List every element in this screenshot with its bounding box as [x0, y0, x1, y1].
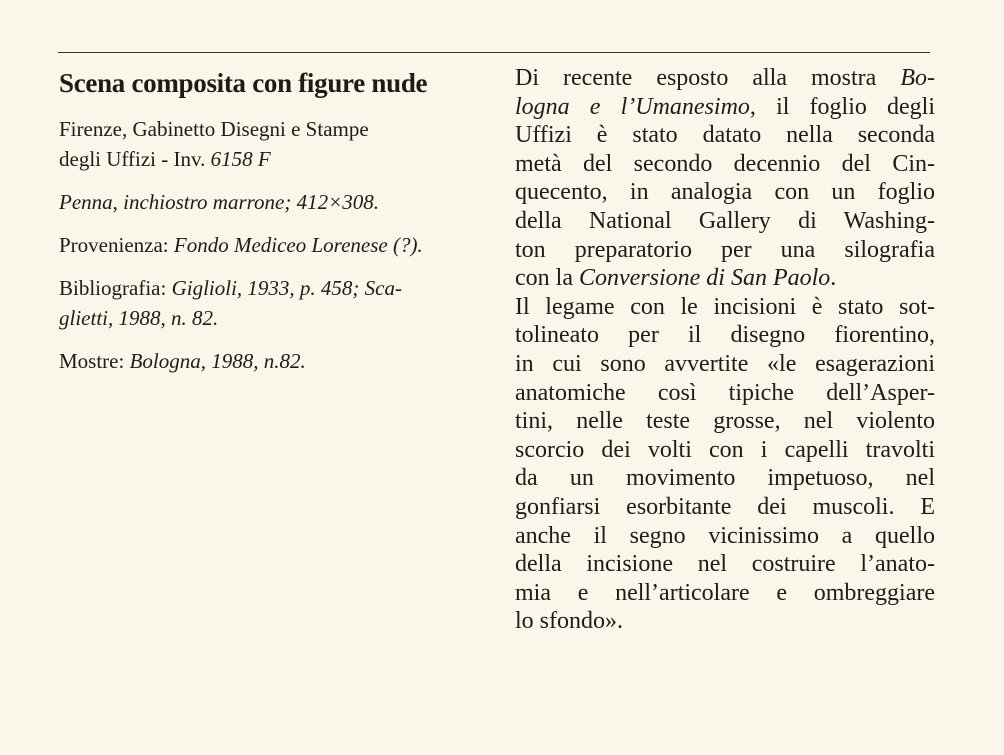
commentary [515, 64, 935, 636]
text-run: . [830, 265, 837, 292]
provenance [59, 230, 489, 260]
text-line: della incisione nel costruire l’anato- [515, 551, 935, 578]
bibliography-line-2: glietti, 1988, n. 82. [59, 306, 219, 330]
text-line: quecento, in analogia con un foglio [515, 179, 935, 206]
exhibitions [59, 346, 489, 376]
text-line: della National Gallery di Washing- [515, 207, 935, 234]
entry-title: Scena composita con figure nude [59, 68, 428, 98]
text-line: ton preparatorio per una silografia [515, 236, 935, 263]
text-line: in cui sono avvertite «le esagerazioni [515, 350, 935, 377]
bibliography-ref-1: Giglioli, 1933, p. 458; Sca- [171, 276, 402, 300]
text-run: con la [515, 265, 579, 292]
bibliography-line-1 [59, 273, 489, 303]
bibliography-label: Bibliografia: [59, 276, 172, 300]
text-run: , il foglio degli [749, 93, 935, 120]
text-run-italic: Conversione di San Paolo [578, 265, 831, 292]
top-rule [58, 52, 930, 53]
text-line: metà del secondo decennio del Cin- [515, 150, 935, 177]
text-run-italic: logna e l’Umanesimo [515, 93, 750, 120]
text-line [515, 93, 935, 122]
bibliography [59, 273, 489, 333]
text-line: Uffizi è stato datato nella seconda [515, 122, 935, 149]
collocation [59, 114, 489, 174]
text-run: Di recente esposto alla mostra [515, 65, 901, 91]
provenance-value: Fondo Mediceo Lorenese (?). [173, 233, 423, 257]
text-line: tolineato per il disegno fiorentino, [515, 322, 935, 349]
collocation-line-1: Firenze, Gabinetto Disegni e Stampe [59, 117, 369, 141]
text-line: lo sfondo». [515, 608, 623, 635]
text-line: da un movimento impetuoso, nel [515, 465, 935, 492]
catalogue-entry [59, 66, 489, 376]
text-line: mia e nell’articolare e ombreggiare [515, 579, 935, 606]
exhibitions-label: Mostre: [59, 349, 130, 373]
text-line: tini, nelle teste grosse, nel violento [515, 408, 935, 435]
text-line: anatomiche così tipiche dell’Asper- [515, 379, 935, 406]
collocation-prefix: degli Uffizi - Inv. [59, 147, 211, 171]
inventory-number: 6158 F [210, 147, 271, 171]
provenance-label: Provenienza: [59, 233, 174, 257]
text-line: Il legame con le incisioni è stato sot- [515, 293, 935, 320]
collocation-line-2 [59, 144, 489, 174]
text-line [515, 64, 935, 93]
text-line: scorcio dei volti con i capelli travolti [515, 436, 935, 463]
text-run-italic: Bo- [900, 65, 935, 91]
text-line: gonfiarsi esorbitante dei muscoli. E [515, 493, 935, 520]
exhibitions-value: Bologna, 1988, n.82. [129, 349, 306, 373]
text-line [515, 264, 935, 293]
technique: Penna, inchiostro marrone; 412×308. [59, 190, 380, 214]
text-line: anche il segno vicinissimo a quello [515, 522, 935, 549]
